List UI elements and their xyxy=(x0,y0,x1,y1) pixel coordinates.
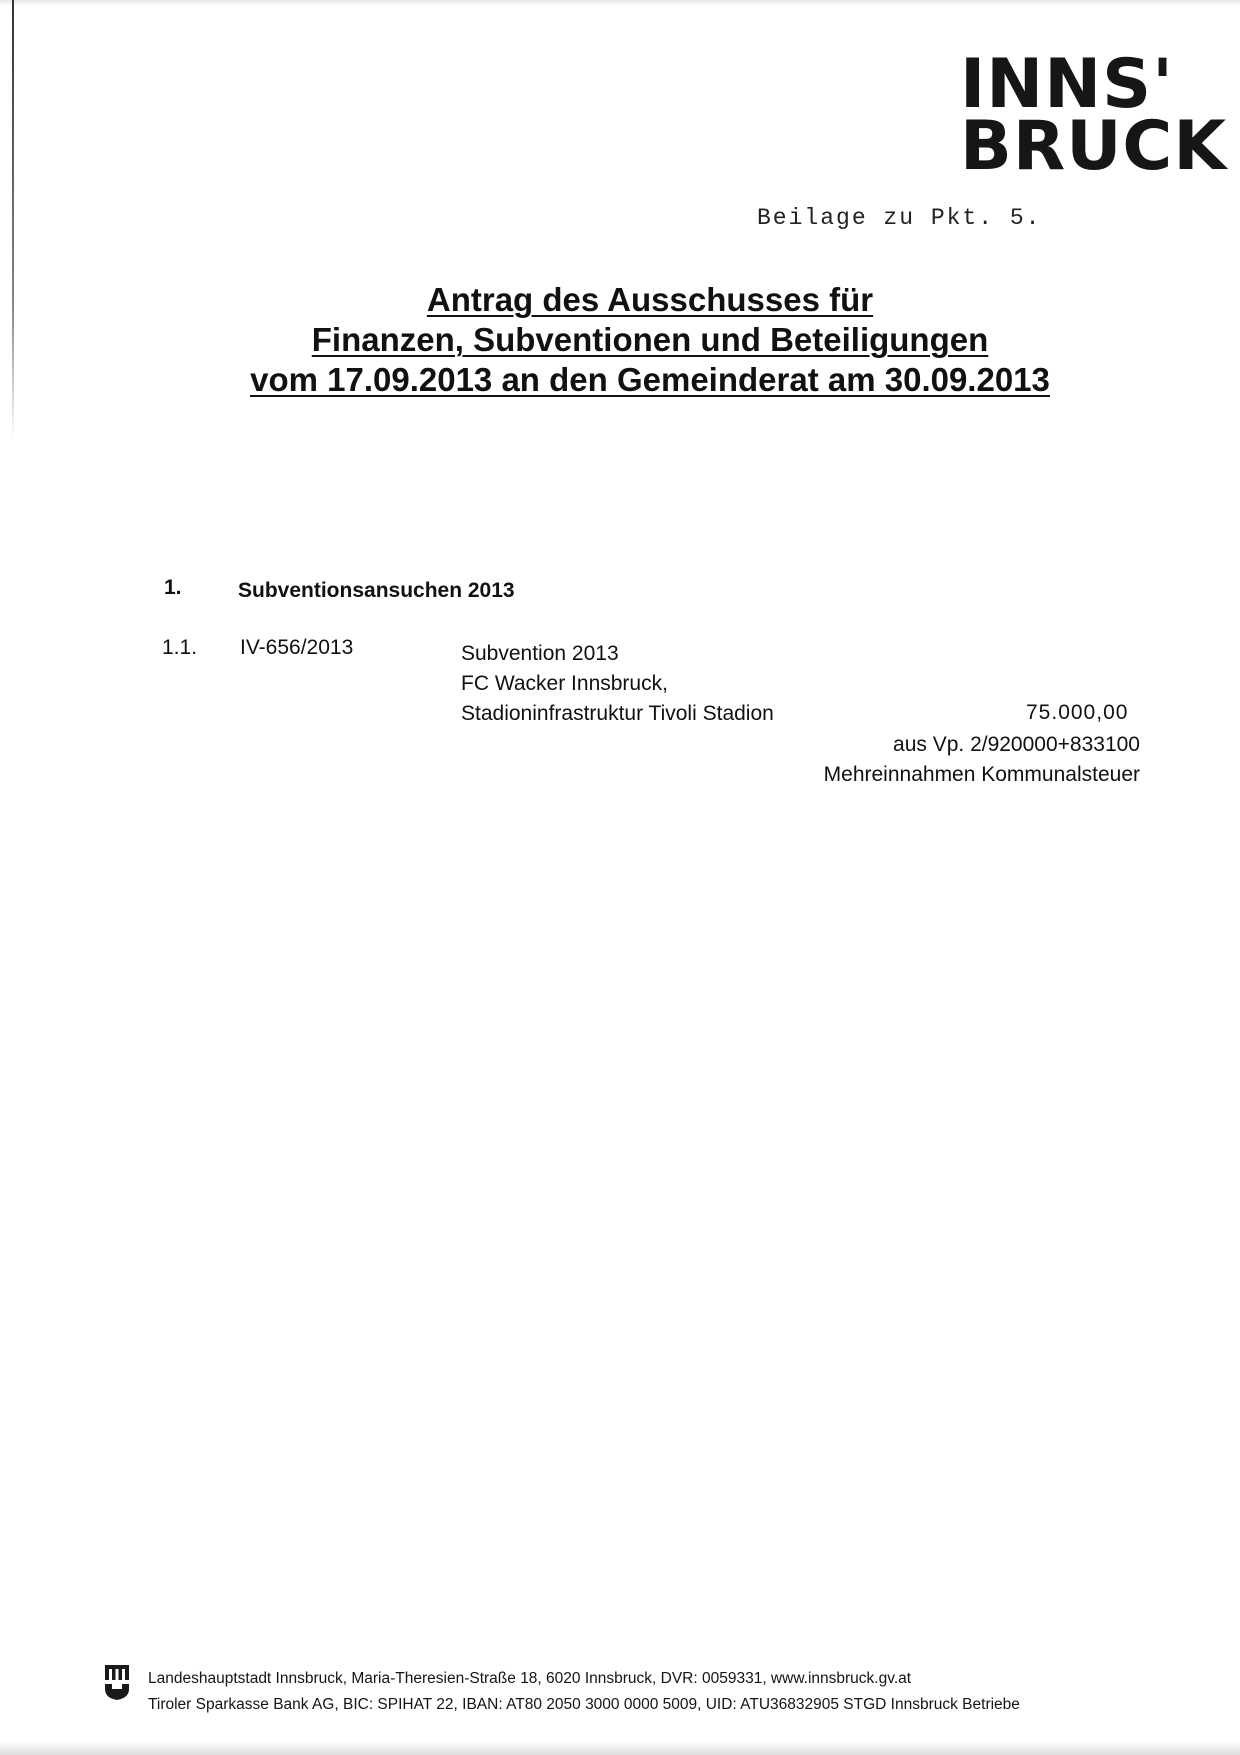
scan-edge-left xyxy=(12,0,14,440)
item-description xyxy=(461,639,774,729)
title-line-1: Antrag des Ausschusses für xyxy=(426,281,874,318)
item-description-line: FC Wacker Innsbruck, xyxy=(461,672,668,695)
document-title xyxy=(230,280,1070,400)
footer xyxy=(148,1666,1020,1718)
logo-line-1: INNS' xyxy=(960,45,1174,124)
logo-line-2: BRUCK xyxy=(960,107,1228,186)
section-number: 1. xyxy=(164,576,182,599)
item-description-line: Stadioninfrastruktur Tivoli Stadion xyxy=(461,702,774,725)
item-funding-source xyxy=(740,730,1140,790)
scan-edge-bottom xyxy=(0,1741,1240,1755)
section-heading: Subventionsansuchen 2013 xyxy=(238,579,515,602)
title-line-2: Finanzen, Subventionen und Beteiligungen xyxy=(311,321,989,358)
item-source-line: aus Vp. 2/920000+833100 xyxy=(893,733,1140,756)
city-coat-of-arms-icon xyxy=(104,1663,130,1701)
item-reference: IV-656/2013 xyxy=(240,636,354,659)
scan-edge-top xyxy=(0,0,1240,6)
title-line-3: vom 17.09.2013 an den Gemeinderat am 30.09.2013 xyxy=(250,361,1050,398)
footer-bank-details: Tiroler Sparkasse Bank AG, BIC: SPIHAT 22, IBAN: AT80 2050 3000 0000 5009, UID: ATU36832905 STGD Innsbruck Betriebe xyxy=(148,1696,1020,1713)
item-description-line: Subvention 2013 xyxy=(461,642,619,665)
item-source-line: Mehreinnahmen Kommunalsteuer xyxy=(823,763,1140,786)
footer-address: Landeshauptstadt Innsbruck, Maria-Theresien-Straße 18, 6020 Innsbruck, DVR: 0059331, www.innsbruck.gv.at xyxy=(148,1670,912,1687)
attachment-note: Beilage zu Pkt. 5. xyxy=(757,205,1042,231)
item-number: 1.1. xyxy=(162,636,198,659)
innsbruck-logo xyxy=(960,45,1228,186)
item-amount: 75.000,00 xyxy=(1026,701,1129,724)
